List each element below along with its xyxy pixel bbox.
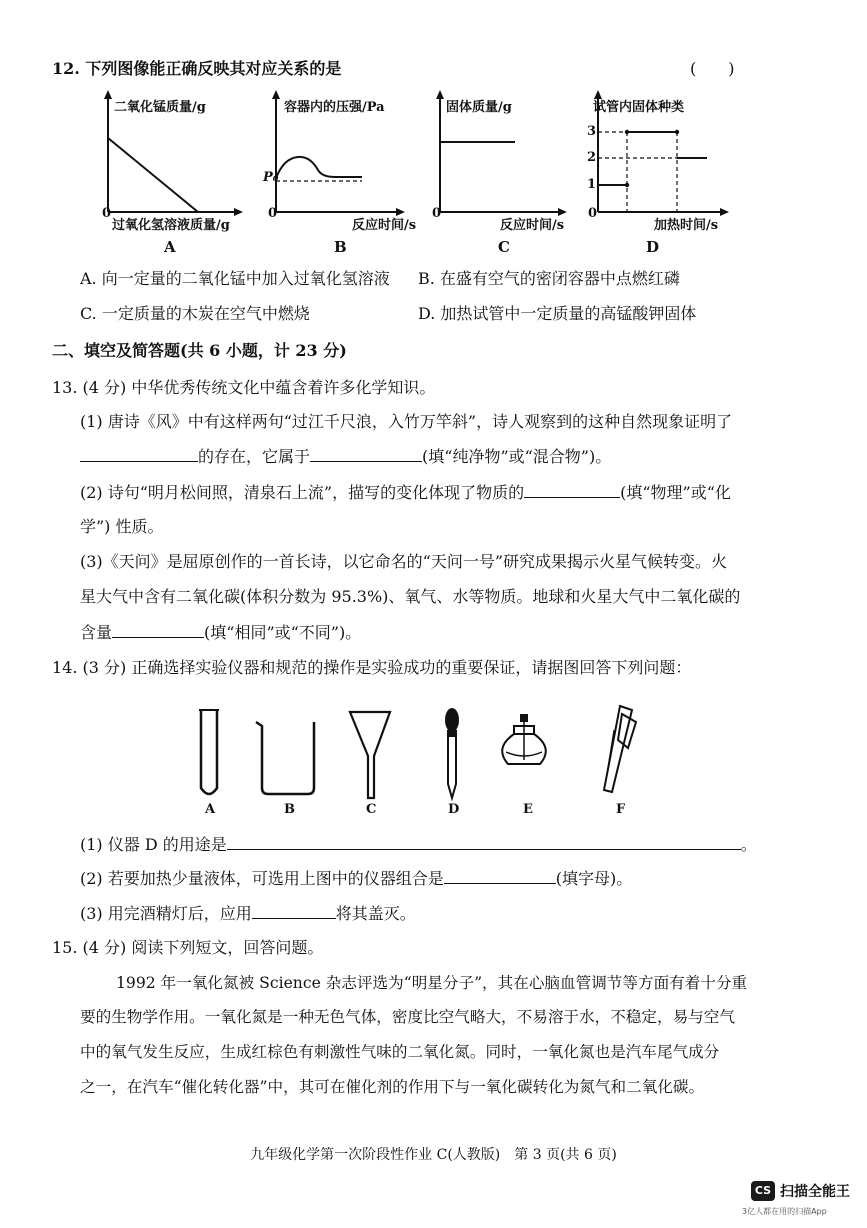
instrument-label-f: F — [616, 802, 626, 817]
graph-c-origin: 0 — [432, 206, 442, 221]
camscanner-tagline: 3亿人都在用的扫描App — [742, 1207, 827, 1216]
graph-d-caption: D — [646, 238, 660, 256]
q13-blank-3[interactable] — [524, 481, 620, 498]
q14-part2 — [80, 867, 632, 890]
q13-part1-text-b: (填“纯净物”或“混合物”)。 — [422, 447, 612, 466]
test-tube-icon — [199, 710, 219, 794]
q12-option-a: A. 向一定量的二氧化锰中加入过氧化氢溶液 — [80, 269, 390, 288]
q14-part1-text: (1) 仪器 D 的用途是 — [80, 835, 227, 854]
graph-d-tick-3: 3 — [587, 124, 597, 139]
graph-d-xlabel: 加热时间/s — [654, 218, 719, 233]
q12-option-b: B. 在盛有空气的密闭容器中点燃红磷 — [418, 269, 680, 288]
q13-part1-line2 — [80, 445, 611, 468]
q14-part3-text-a: (3) 用完酒精灯后，应用 — [80, 904, 252, 923]
graph-a-caption: A — [164, 238, 176, 256]
q12-stem: 12. 下列图像能正确反映其对应关系的是 — [52, 59, 342, 78]
q13-blank-1[interactable] — [80, 445, 198, 462]
q13-part2-line2: 学”) 性质。 — [80, 517, 164, 536]
q15-passage-line1: 1992 年一氧化氮被 Science 杂志评选为“明星分子”，其在心脑血管调节等方面有着十分重 — [116, 974, 748, 992]
q12-answer-paren: ( ) — [690, 59, 735, 78]
q13-part2-line1 — [80, 481, 731, 504]
instrument-label-a: A — [205, 802, 216, 817]
q13-part3-line1: (3)《天问》是屈原创作的一首长诗，以它命名的“天问一号”研究成果揭示火星气候转变。火 — [80, 552, 728, 571]
graph-b-origin: 0 — [268, 206, 278, 221]
q14-blank-1[interactable] — [227, 833, 741, 850]
camscanner-logo-icon: CS — [751, 1181, 775, 1201]
camscanner-app-name: 扫描全能王 — [780, 1184, 850, 1200]
q13-part1-line1: (1) 唐诗《风》中有这样两句“过江千尺浪，入竹万竿斜”，诗人观察到的这种自然现象证明了 — [80, 412, 733, 431]
q14-instruments-figure — [0, 700, 867, 820]
q13-part3-line2: 星大气中含有二氧化碳(体积分数为 95.3%)、氧气、水等物质。地球和火星大气中二氧化碳的 — [80, 587, 741, 606]
q14-part2-text-b: (填字母)。 — [555, 869, 633, 888]
graph-d-ylabel: 试管内固体种类 — [593, 100, 685, 115]
funnel-icon — [350, 712, 390, 798]
q13-part2-text-b: (填“物理”或“化 — [620, 483, 731, 502]
q15-passage-line4: 之一，在汽车“催化转化器”中，其可在催化剂的作用下与一氧化碳转化为氮气和二氧化碳。 — [80, 1078, 705, 1096]
test-tube-holder-icon — [604, 706, 636, 792]
graph-b-xlabel: 反应时间/s — [352, 218, 417, 233]
instrument-label-c: C — [366, 802, 377, 817]
q14-part1-end: 。 — [740, 835, 757, 854]
section-2-heading: 二、填空及简答题(共 6 小题，计 23 分) — [52, 341, 347, 360]
graph-d-tick-1: 1 — [587, 177, 597, 192]
q15-passage-line2: 要的生物学作用。一氧化氮是一种无色气体，密度比空气略大，不易溶于水，不稳定，易与空气 — [80, 1008, 735, 1026]
q12-option-d: D. 加热试管中一定质量的高锰酸钾固体 — [418, 304, 697, 323]
q14-part1 — [80, 833, 757, 856]
beaker-icon — [256, 722, 314, 794]
q14-stem: 14. (3 分) 正确选择实验仪器和规范的操作是实验成功的重要保证，请据图回答下列问题： — [52, 658, 692, 677]
graph-d-origin: 0 — [588, 206, 598, 221]
q13-part2-text-a: (2) 诗句“明月松间照，清泉石上流”，描写的变化体现了物质的 — [80, 483, 525, 502]
graph-a-origin: 0 — [102, 206, 112, 221]
q14-part2-text-a: (2) 若要加热少量液体，可选用上图中的仪器组合是 — [80, 869, 444, 888]
q13-part3-text-a: 含量 — [80, 623, 113, 642]
graph-b-p0: P₀ — [263, 170, 279, 185]
graph-b-caption: B — [334, 238, 347, 256]
q13-part3-text-b: (填“相同”或“不同”)。 — [204, 623, 362, 642]
q15-stem: 15. (4 分) 阅读下列短文，回答问题。 — [52, 938, 324, 957]
q13-part1-text-a: 的存在，它属于 — [198, 447, 311, 466]
alcohol-lamp-icon — [502, 714, 546, 764]
page-footer: 九年级化学第一次阶段性作业 C(人教版) 第 3 页(共 6 页) — [250, 1147, 617, 1163]
q13-stem: 13. (4 分) 中华优秀传统文化中蕴含着许多化学知识。 — [52, 378, 436, 397]
q13-part3-line3 — [80, 621, 361, 644]
dropper-icon — [445, 708, 459, 798]
graph-a-ylabel: 二氧化锰质量/g — [114, 100, 206, 115]
q13-blank-2[interactable] — [310, 445, 422, 462]
graph-c-xlabel: 反应时间/s — [500, 218, 565, 233]
instrument-label-d: D — [448, 802, 460, 817]
graph-d-tick-2: 2 — [587, 150, 597, 165]
q14-blank-3[interactable] — [252, 902, 336, 919]
q12-option-c: C. 一定质量的木炭在空气中燃烧 — [80, 304, 310, 323]
q14-blank-2[interactable] — [444, 867, 556, 884]
graph-a-curve — [108, 138, 198, 212]
q13-blank-4[interactable] — [112, 621, 204, 638]
q14-part3-text-b: 将其盖灭。 — [335, 904, 416, 923]
instrument-label-b: B — [284, 802, 295, 817]
graph-a-xlabel: 过氧化氢溶液质量/g — [112, 218, 230, 233]
instrument-label-e: E — [523, 802, 533, 817]
q15-passage-line3: 中的氧气发生反应，生成红棕色有刺激性气味的二氧化氮。同时，一氧化氮也是汽车尾气成分 — [80, 1043, 720, 1061]
graph-c-ylabel: 固体质量/g — [446, 100, 512, 115]
q14-part3 — [80, 902, 416, 925]
graph-b-ylabel: 容器内的压强/Pa — [284, 100, 385, 115]
graph-c-caption: C — [498, 238, 510, 256]
graph-b-curve — [276, 157, 362, 178]
